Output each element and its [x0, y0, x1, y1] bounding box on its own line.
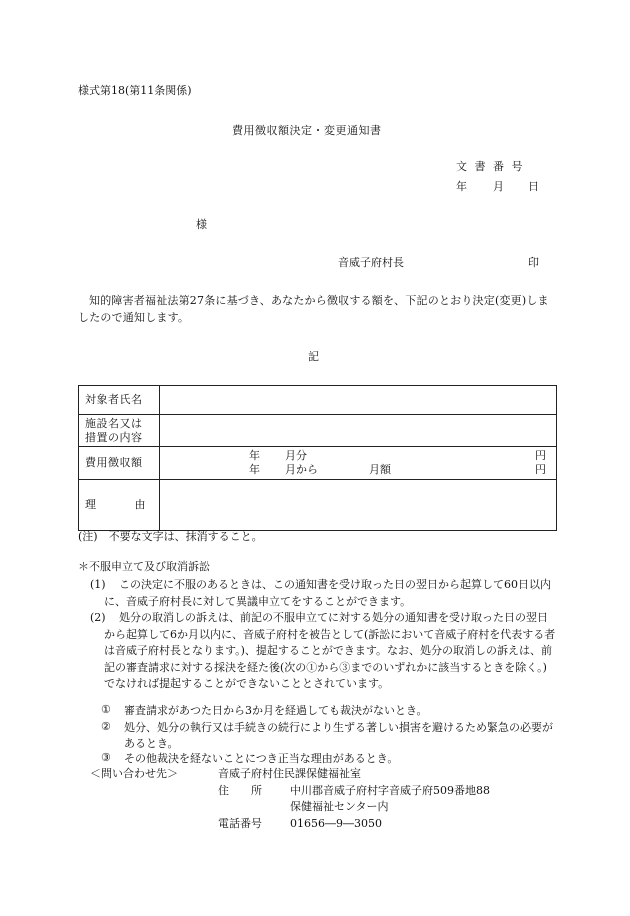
- table-row: [79, 480, 557, 531]
- table-row: [79, 447, 557, 480]
- contact-label: ＜問い合わせ先＞: [90, 767, 178, 780]
- date-year-label: 年: [456, 180, 467, 193]
- reason-label-char2: 由: [134, 498, 146, 511]
- contact-office: 音威子府村住民課保健福祉室: [218, 767, 361, 780]
- fee-line1-month: 月分: [285, 449, 307, 462]
- appeal-item1-text: この決定に不服のあるときは、この通知書を受け取った日の翌日から起算して60日以内に、音威子府村長に対して異議申立てをすることができます。: [104, 578, 551, 608]
- table-note: (注) 不要な文字は、抹消すること。: [78, 530, 263, 543]
- seal-mark: 印: [528, 256, 539, 269]
- appeal-heading: ＊不服申立て及び取消訴訟: [78, 560, 210, 573]
- fee-line2-monthly: 月額: [369, 463, 391, 476]
- appeal-sub2-text: 処分、処分の執行又は手続きの続行により生ずる著しい損害を避けるため緊急の必要があるとき。: [124, 721, 553, 750]
- subject-name-label: 対象者氏名: [79, 386, 160, 415]
- contact-phone: 01656―9―3050: [290, 817, 382, 830]
- reason-label: [79, 480, 160, 531]
- appeal-item1-number: (1): [90, 578, 106, 591]
- reason-value: [160, 480, 557, 531]
- appeal-sub1-text: 審査請求があつた日から3か月を経過しても裁決がないとき。: [124, 704, 428, 717]
- ki-heading: 記: [308, 350, 319, 363]
- fee-table: [78, 385, 557, 531]
- appeal-item2-number: (2): [90, 611, 106, 624]
- contact-address-line1: 中川郡音威子府村字音威子府509番地88: [290, 784, 490, 797]
- appeal-sub2-number: ②: [101, 720, 111, 733]
- appeal-sub3-text: その他裁決を経ないことにつき正当な理由があるとき。: [124, 752, 399, 765]
- document-number-label: 文 書 番 号: [456, 160, 525, 173]
- contact-address-line2: 保健福祉センター内: [290, 800, 389, 813]
- subject-name-value: [160, 386, 557, 415]
- facility-value: [160, 415, 557, 447]
- date-month-label: 月: [493, 180, 504, 193]
- fee-value-cell: [160, 447, 557, 480]
- facility-label-line2: 措置の内容: [85, 430, 143, 444]
- reason-label-char1: 理: [85, 498, 97, 511]
- document-title: 費用徴収額決定・変更通知書: [232, 124, 382, 137]
- fee-label: 費用徴収額: [79, 447, 160, 480]
- appeal-item2-text: 処分の取消しの訴えは、前記の不服申立てに対する処分の通知書を受け取った日の翌日から起算して6か月以内に、音威子府村を被告として(訴訟において音威子府村を代表する者は音威子府村長となります。)、提起することができます。なお、処分の取消しの訴えは、前記の審査請求に対する採決を経た後(次の①から③までのいずれかに該当するときを除く。)でなければ提起することができないこととされています。: [104, 611, 556, 690]
- fee-line2-year: 年: [249, 463, 260, 476]
- appeal-sub1-number: ①: [101, 703, 111, 716]
- facility-label-line1: 施設名又は: [85, 416, 143, 430]
- table-row: [79, 386, 557, 415]
- form-number: 様式第18(第11条関係): [78, 84, 192, 97]
- contact-phone-label: 電話番号: [218, 817, 262, 830]
- date-day-label: 日: [528, 180, 539, 193]
- notice-body-text: 知的障害者福祉法第27条に基づき、あなたから徴収する額を、下記のとおり決定(変更)しましたので通知します。: [78, 294, 549, 324]
- appeal-sub3-number: ③: [101, 751, 111, 764]
- issuer-name: 音威子府村長: [338, 256, 404, 269]
- fee-line1-yen: 円: [535, 449, 546, 462]
- addressee-suffix: 様: [196, 218, 207, 231]
- fee-line2-yen: 円: [535, 463, 546, 476]
- table-row: [79, 415, 557, 447]
- fee-line2-month-from: 月から: [285, 463, 318, 476]
- fee-line1-year: 年: [249, 449, 260, 462]
- facility-label: [79, 415, 160, 447]
- contact-address-label: 住 所: [218, 784, 262, 797]
